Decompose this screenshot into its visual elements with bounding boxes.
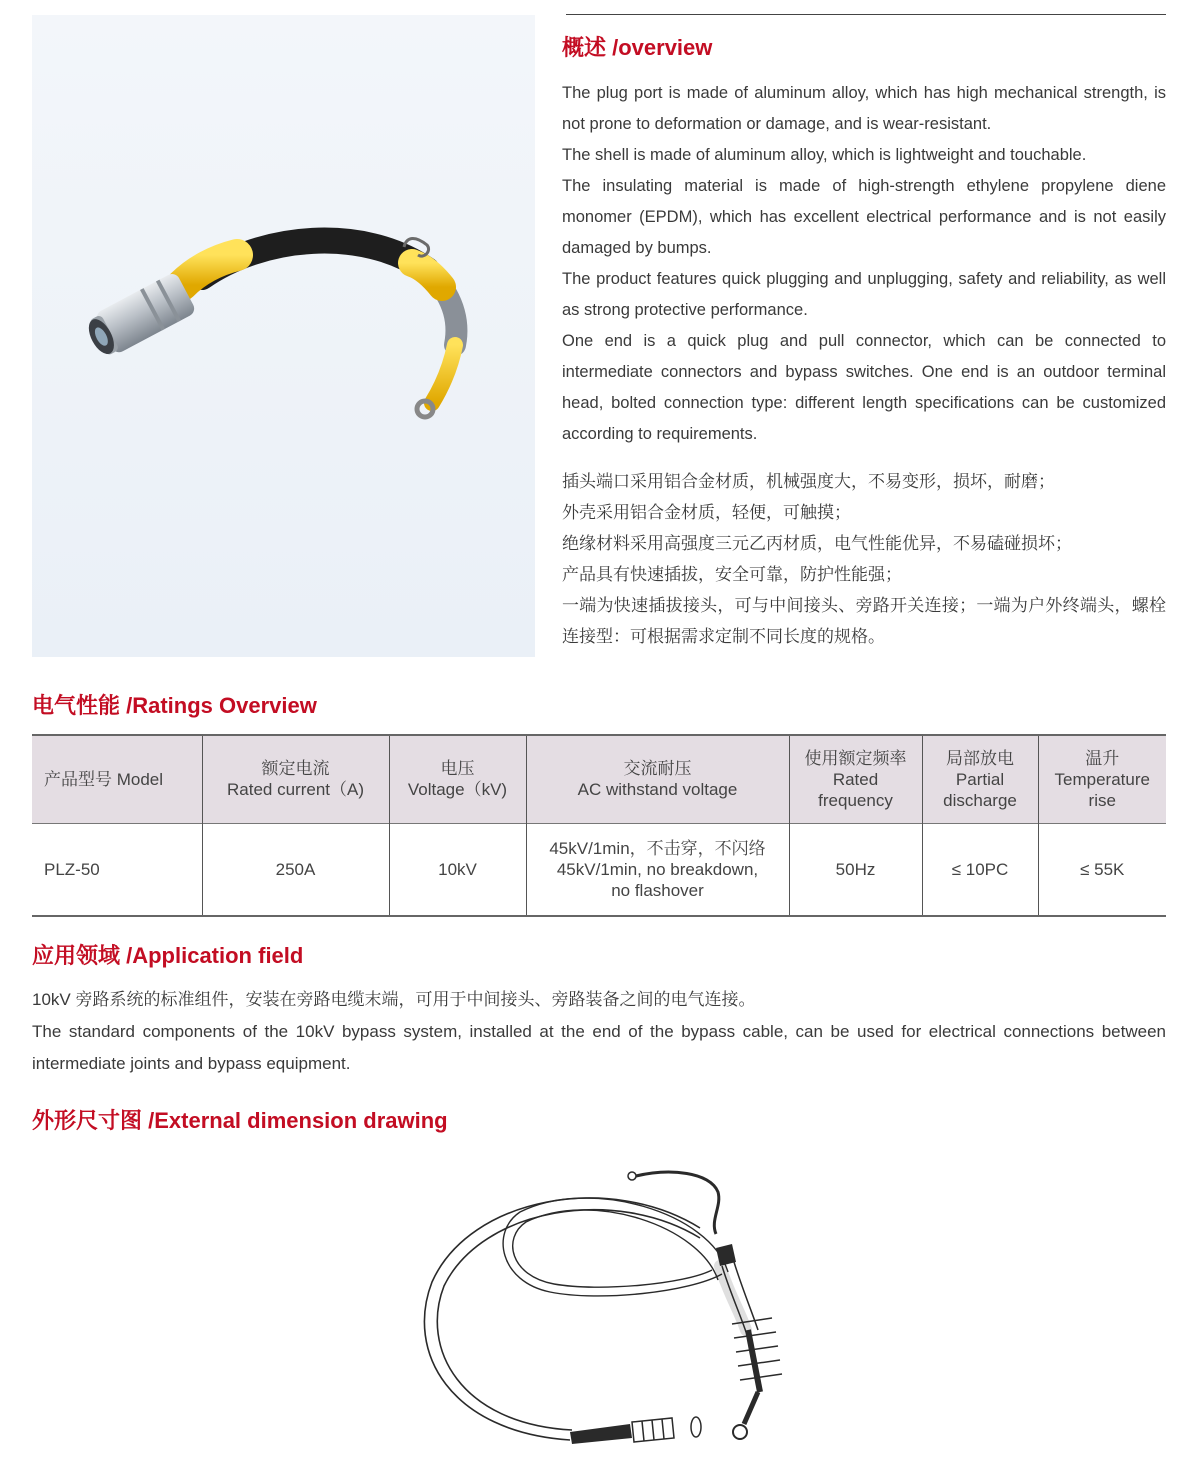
header-voltage: 电压 Voltage（kV) — [389, 735, 526, 823]
application-heading: 应用领域 /Application field — [32, 943, 304, 968]
cell-rated-current: 250A — [202, 823, 389, 916]
cable-photo-illustration — [32, 15, 535, 657]
cell-ac-withstand: 45kV/1min，不击穿，不闪络 45kV/1min, no breakdown, no flashover — [526, 823, 789, 916]
overview-zh-paragraph: 插头端口采用铝合金材质，机械强度大，不易变形，损坏，耐磨； — [562, 472, 1055, 491]
overview-en-paragraph: The insulating material is made of high-strength ethylene propylene diene monomer (EPDM), which has excellent electrical performance and is not easily damaged by bumps. — [562, 177, 1166, 257]
header-ac-withstand: 交流耐压 AC withstand voltage — [526, 735, 789, 823]
ratings-header-row — [32, 735, 1166, 823]
overview-heading: 概述 /overview — [562, 35, 713, 60]
cell-frequency: 50Hz — [789, 823, 922, 916]
cell-partial-discharge: ≤ 10PC — [922, 823, 1038, 916]
table-row — [32, 823, 1166, 916]
overview-english-text — [562, 78, 1166, 450]
overview-zh-paragraph: 产品具有快速插拔，安全可靠，防护性能强； — [562, 565, 902, 584]
overview-en-paragraph: The plug port is made of aluminum alloy, which has high mechanical strength, is not prone to deformation or damage, and is wear-resistant. — [562, 84, 1166, 133]
cell-model: PLZ-50 — [32, 823, 202, 916]
header-model: 产品型号 Model — [32, 735, 202, 823]
overview-zh-paragraph: 绝缘材料采用高强度三元乙丙材质，电气性能优异，不易磕碰损坏； — [562, 534, 1072, 553]
overview-zh-paragraph: 外壳采用铝合金材质，轻便，可触摸； — [562, 503, 851, 522]
top-divider — [566, 14, 1166, 15]
header-rated-current: 额定电流 Rated current（A) — [202, 735, 389, 823]
overview-zh-paragraph: 一端为快速插拔接头，可与中间接头、旁路开关连接；一端为户外终端头，螺栓连接型：可根据需求定制不同长度的规格。 — [562, 596, 1166, 646]
cell-voltage: 10kV — [389, 823, 526, 916]
overview-en-paragraph: The product features quick plugging and unplugging, safety and reliability, as well as strong protective performance. — [562, 270, 1166, 319]
overview-en-paragraph: The shell is made of aluminum alloy, which is lightweight and touchable. — [562, 146, 1087, 164]
cable-outline-drawing — [410, 1162, 800, 1462]
ratings-heading: 电气性能 /Ratings Overview — [32, 693, 317, 718]
application-en: The standard components of the 10kV bypass system, installed at the end of the bypass cable, can be used for electrical connections between intermediate joints and bypass equipment. — [32, 1022, 1166, 1073]
application-zh: 10kV 旁路系统的标准组件，安装在旁路电缆末端，可用于中间接头、旁路装备之间的电气连接。 — [32, 990, 756, 1009]
header-partial-discharge: 局部放电 Partial discharge — [922, 735, 1038, 823]
header-temperature-rise: 温升 Temperature rise — [1054, 748, 1150, 810]
application-text — [32, 984, 1166, 1080]
ratings-table — [32, 734, 1166, 917]
cell-temperature-rise: ≤ 55K — [1080, 859, 1125, 879]
overview-en-paragraph: One end is a quick plug and pull connector, which can be connected to intermediate connectors and bypass switches. One end is an outdoor terminal head, bolted connection type: different length specifications can be customized according to requirements. — [562, 332, 1166, 443]
dimension-heading: 外形尺寸图 /External dimension drawing — [32, 1108, 448, 1133]
dimension-drawing — [410, 1162, 800, 1462]
overview-chinese-text — [562, 466, 1166, 652]
header-rated-frequency: 使用额定频率 Rated frequency — [789, 735, 922, 823]
product-photo — [32, 15, 535, 657]
